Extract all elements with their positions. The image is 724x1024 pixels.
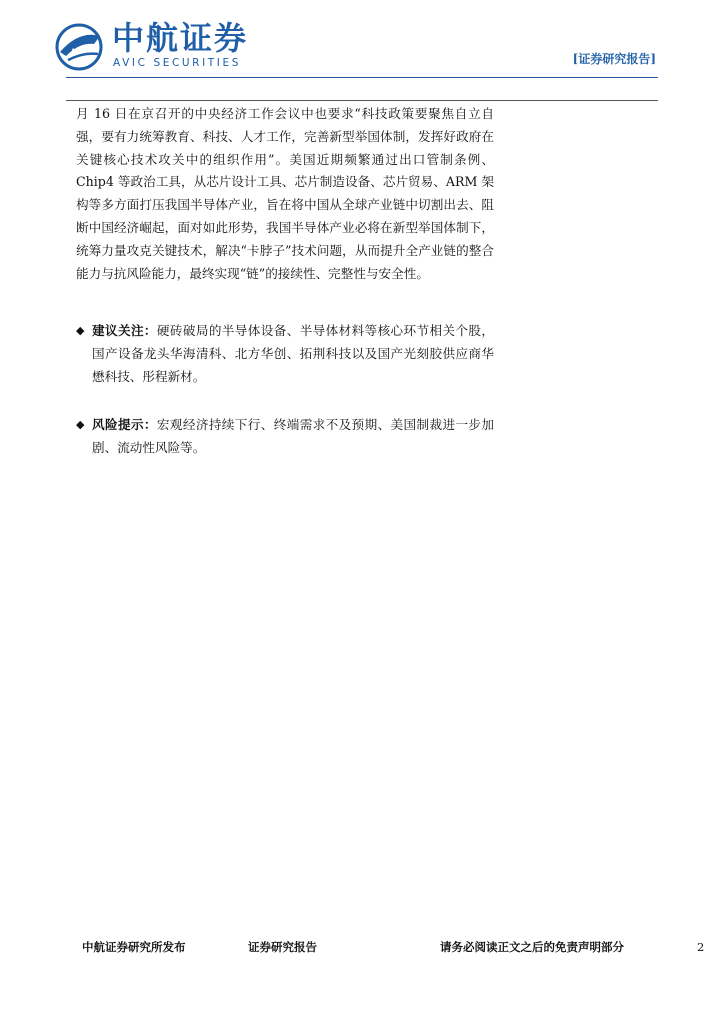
diamond-bullet-icon: ◆ [76, 324, 85, 337]
bullet-content [92, 414, 494, 460]
bullet-text: 宏观经济持续下行、终端需求不及预期、美国制裁进一步加剧、流动性风险等。 [92, 417, 495, 455]
footer-report-type: 证券研究报告 [248, 940, 317, 954]
header-divider [66, 77, 658, 78]
page-header [0, 0, 724, 80]
logo-english-name: AVIC SECURITIES [113, 57, 241, 69]
page-footer [0, 936, 724, 960]
diamond-bullet-icon: ◆ [76, 418, 85, 431]
logo-mark-text: AVIC [71, 48, 87, 55]
bullet-label: 建议关注： [92, 323, 157, 338]
bullet-label: 风险提示： [92, 417, 157, 432]
bullet-content [92, 320, 494, 388]
report-tag: [证券研究报告] [572, 52, 656, 66]
logo-chinese-name: 中航证券 [112, 19, 249, 57]
bullet-text: 硬砖破局的半导体设备、半导体材料等核心环节相关个股，国产设备龙头华海清科、北方华创、拓荆科技以及国产光刻胶供应商华懋科技、彤程新材。 [92, 323, 495, 384]
footer-disclaimer: 请务必阅读正文之后的免责声明部分 [440, 940, 624, 954]
footer-publisher: 中航证券研究所发布 [82, 940, 186, 954]
recommendation-bullet [76, 320, 494, 388]
risk-bullet [76, 414, 494, 460]
body-paragraph: 月 16 日在京召开的中央经济工作会议中也要求“科技政策要聚焦自立自强，要有力统筹教育、科技、人才工作，完善新型举国体制，发挥好政府在关键核心技术攻关中的组织作用”。美国近期频繁通过出口管制条例、Chip4 等政治工具，从芯片设计工具、芯片制造设备、芯片贸易、ARM 架构等多方面打压我国半导体产业，旨在将中国从全球产业链中切割出去、阻断中国经济崛起，面对如此形势，我国半导体产业必将在新型举国体制下，统筹力量攻克关键技术，解决“卡脖子”技术问题，从而提升全产业链的整合能力与抗风险能力，最终实现“链”的接续性、完整性与安全性。 [76, 106, 494, 281]
content-top-divider [66, 100, 658, 101]
page-number: 2 [697, 940, 705, 954]
avic-logo-icon [54, 22, 104, 72]
